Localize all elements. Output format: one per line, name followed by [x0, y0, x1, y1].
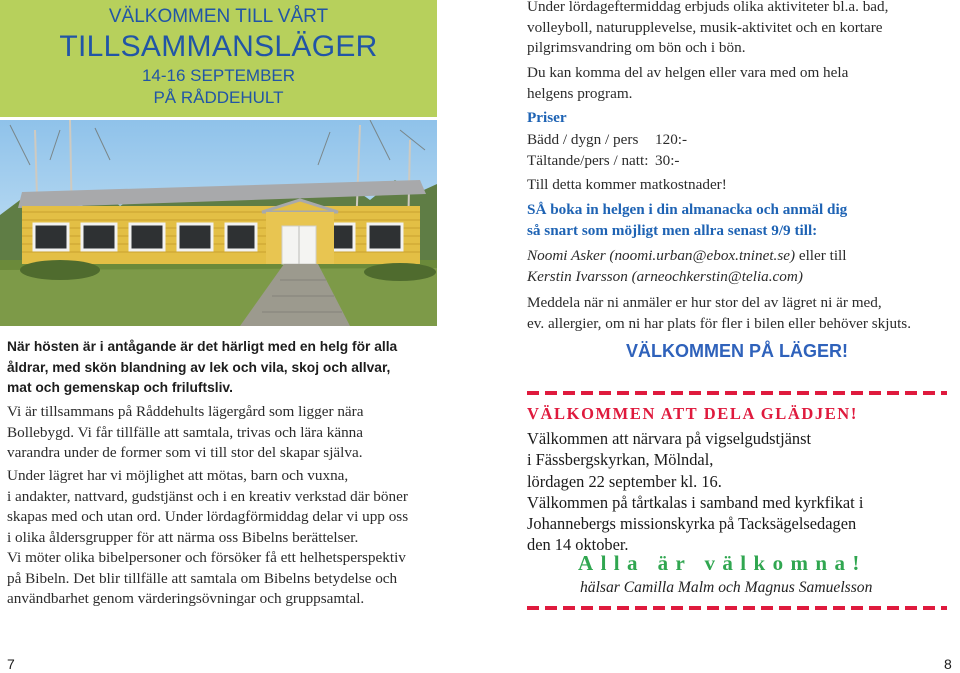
text-line: så snart som möjligt men allra senast 9/9 till:: [527, 221, 818, 239]
text-line: varandra under de former som vi till stor del skapar själva.: [7, 444, 363, 461]
text-line: den 14 oktober.: [527, 535, 629, 555]
attendance-paragraph: [527, 63, 947, 104]
dashed-divider: [527, 391, 947, 395]
food-cost-note: Till detta kommer matkostnader!: [527, 176, 727, 193]
text-line: Bollebygd. Vi får tillfälle att samtala, trivas och lära känna: [7, 423, 364, 441]
text-line: Under lägret har vi möjlighet att mötas, barn och vuxna,: [7, 467, 349, 484]
page-number-left: 7: [7, 656, 15, 672]
booking-instructions: [527, 200, 947, 241]
location-paragraph: [7, 402, 432, 464]
text-line: Välkommen att närvara på vigselgudstjänst: [527, 429, 812, 448]
banner-dates: 14-16 SEPTEMBER: [141, 66, 296, 85]
welcome-to-camp-heading: VÄLKOMMEN PÅ LÄGER!: [626, 341, 848, 361]
text-line: åldrar, med skön blandning av lek och vila, skoj och allvar,: [7, 359, 391, 375]
price-label: Tältande/pers / natt:: [527, 152, 649, 169]
text-line: helgens program.: [527, 84, 633, 102]
text-line: ev. allergier, om ni har plats för fler i bilen eller behöver skjuts.: [527, 314, 912, 332]
contact-kerstin: Kerstin Ivarsson (arneochkerstin@telia.com): [527, 267, 803, 285]
price-row: [527, 151, 827, 172]
prices-heading: Priser: [527, 109, 567, 126]
text-line: Vi är tillsammans på Råddehults lägergård som ligger nära: [7, 403, 364, 420]
text-line: pilgrimsvandring om bön och i bön.: [527, 39, 746, 56]
registration-note: [527, 293, 947, 334]
text-line: Meddela när ni anmäler er hur stor del av lägret ni är med,: [527, 294, 882, 311]
text-line: Vi möter olika bibelpersoner och försöker få ett helhetsperspektiv: [7, 549, 406, 566]
text-line: skapas med och utan ord. Under lördagförmiddag delar vi upp oss: [7, 508, 409, 525]
text-line: mat och gemenskap och friluftsliv.: [7, 380, 233, 395]
text-line: volleyboll, naturupplevelse, musik-aktivitet och en kortare: [527, 18, 883, 36]
signature: hälsar Camilla Malm och Magnus Samuelsson: [580, 579, 873, 596]
text-line: Under lördageftermiddag erbjuds olika aktiviteter bl.a. bad,: [527, 0, 889, 15]
wedding-invitation: [527, 428, 947, 556]
contact-block: [527, 246, 947, 287]
banner-location: PÅ RÅDDEHULT: [153, 88, 284, 107]
program-paragraph: [7, 466, 432, 610]
text-line: på Bibeln. Det blir tillfälle att samtala om Bibelns betydelse och: [7, 569, 398, 587]
contact-noomi: Noomi Asker (noomi.urban@ebox.tninet.se): [527, 247, 796, 264]
contact-line: [527, 246, 947, 267]
price-value: 120:-: [655, 131, 688, 148]
activities-paragraph: [527, 0, 947, 59]
text-line: lördagen 22 september kl. 16.: [527, 471, 722, 491]
text-line: När hösten är i antågande är det härligt med en helg för alla: [7, 339, 398, 354]
text-line: i olika åldersgrupper för att närma oss Bibelns berättelser.: [7, 528, 359, 546]
price-value: 30:-: [655, 152, 680, 169]
text-line: i andakter, nattvard, gudstjänst och i en kreativ verkstad där böner: [7, 487, 408, 505]
banner-line-1: VÄLKOMMEN TILL VÅRT: [108, 6, 329, 27]
share-joy-heading: VÄLKOMMEN ATT DELA GLÄDJEN!: [527, 404, 858, 423]
camp-building-photo: [0, 120, 437, 326]
page-number-right: 8: [944, 656, 952, 672]
price-row: [527, 130, 827, 151]
dashed-divider-bottom: [527, 606, 947, 610]
text-line: Du kan komma del av helgen eller vara med om hela: [527, 64, 849, 81]
text-line: användbarhet genom värderingsövningar och gruppsamtal.: [7, 590, 365, 607]
all-welcome-heading: Alla är välkomna!: [578, 551, 867, 575]
text-line: Johannebergs missionskyrka på Tacksägelsedagen: [527, 514, 857, 534]
price-label: Bädd / dygn / pers: [527, 131, 639, 148]
text-line: i Fässbergskyrkan, Mölndal,: [527, 450, 714, 470]
text-line: SÅ boka in helgen i din almanacka och anmäl dig: [527, 201, 848, 218]
text-line: Välkommen på tårtkalas i samband med kyrkfikat i: [527, 492, 864, 512]
intro-paragraph: [7, 337, 432, 399]
banner-title: TILLSAMMANSLÄGER: [59, 30, 378, 63]
contact-connector: eller till: [795, 247, 847, 264]
